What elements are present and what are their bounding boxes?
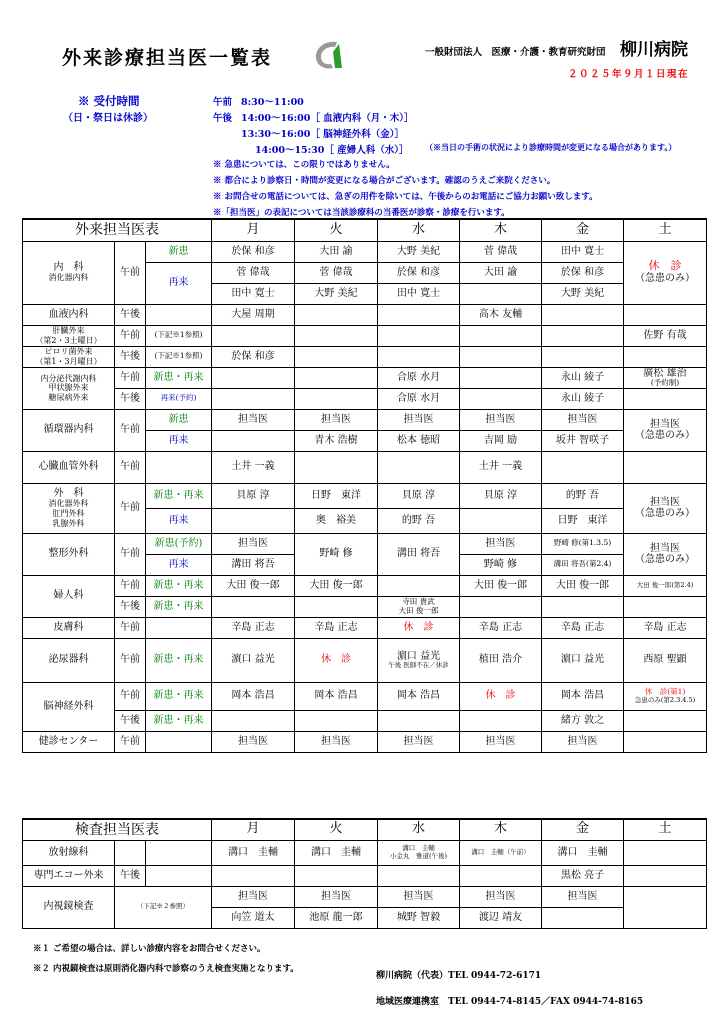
type-newre: 新患・再来 bbox=[146, 596, 212, 617]
header-thu: 木 bbox=[460, 219, 542, 241]
doctor-cell bbox=[624, 388, 707, 409]
session-pm: 午後 bbox=[115, 865, 146, 886]
doctor-cell: 大田 俊一郎 bbox=[212, 575, 295, 596]
doctor-cell: 佐野 有哉 bbox=[624, 325, 707, 346]
doctor-cell: 担当医 bbox=[212, 409, 295, 430]
doctor-cell: 濵口 益光 bbox=[212, 638, 295, 682]
doctor-cell: 的野 吾 bbox=[378, 508, 460, 533]
dept-kanzo: 肝臓外来 （第2・3土曜日） bbox=[23, 325, 115, 346]
exam-header-row bbox=[23, 819, 707, 840]
doctor-cell bbox=[378, 346, 460, 367]
doctor-cell bbox=[460, 710, 542, 731]
doctor-cell: 奥 裕美 bbox=[295, 508, 378, 533]
table-row bbox=[23, 304, 707, 325]
doctor-cell: 野崎 修 bbox=[460, 554, 542, 575]
session-am: 午前 bbox=[115, 367, 146, 388]
doctor-cell: 濵口 益光 午後 医師不在／休診 bbox=[378, 638, 460, 682]
doctor-cell: 休 診(第1) 急患のみ(第2.3.4.5) bbox=[624, 682, 707, 710]
type-cell bbox=[146, 451, 212, 483]
table-title: 外来担当医表 bbox=[23, 219, 212, 241]
header-sat: 土 bbox=[624, 219, 707, 241]
doctor-cell bbox=[212, 325, 295, 346]
session-am: 午前 bbox=[115, 451, 146, 483]
doctor-cell bbox=[212, 865, 295, 886]
note-1: ※ 急患については、この限りではありません。 bbox=[213, 160, 395, 170]
hospital-name: 柳川病院 bbox=[620, 40, 688, 60]
exam-header-fri: 金 bbox=[542, 819, 624, 840]
dept-geka: 外 科 消化器外科 肛門外科 乳腺外科 bbox=[23, 483, 115, 533]
doctor-cell bbox=[212, 508, 295, 533]
session-am: 午前 bbox=[115, 409, 146, 451]
doctor-cell: 溝口 圭輔（午前） bbox=[460, 840, 542, 865]
organization-name: 一般財団法人 医療・介護・教育研究財団 bbox=[425, 47, 606, 58]
doctor-cell: 担当医 bbox=[378, 409, 460, 430]
doctor-cell: 渡辺 靖友 bbox=[460, 907, 542, 928]
dept-naibunpi: 内分泌代謝内科 甲状腺外来 糖尿病外来 bbox=[23, 367, 115, 409]
doctor-cell: 大田 諭 bbox=[460, 262, 542, 283]
doctor-cell bbox=[542, 451, 624, 483]
doctor-cell bbox=[212, 367, 295, 388]
doctor-cell: 黒松 亮子 bbox=[542, 865, 624, 886]
doctor-cell: 西原 聖顕 bbox=[624, 638, 707, 682]
type-re-rsv: 再来(予約) bbox=[146, 388, 212, 409]
table-row bbox=[23, 682, 707, 710]
sat-naika: 休 診 （急患のみ） bbox=[624, 241, 707, 304]
doctor-cell: 永山 綾子 bbox=[542, 367, 624, 388]
doctor-cell bbox=[295, 325, 378, 346]
exam-header-tue: 火 bbox=[295, 819, 378, 840]
exam-header-wed: 水 bbox=[378, 819, 460, 840]
doctor-cell: 辛島 正志 bbox=[295, 617, 378, 638]
doctor-cell bbox=[624, 346, 707, 367]
see-note: (下記※1参照) bbox=[146, 346, 212, 367]
doctor-cell bbox=[624, 886, 707, 928]
footnote-2: ※２ 内視鏡検査は原則消化器内科で診察のうえ検査実施となります。 bbox=[33, 964, 299, 974]
sat-geka: 担当医 （急患のみ） bbox=[624, 483, 707, 533]
table-row bbox=[23, 886, 707, 907]
doctor-cell bbox=[378, 710, 460, 731]
footnote-1: ※１ ご希望の場合は、詳しい診療内容をお問合せください。 bbox=[33, 944, 266, 954]
dept-seikei: 整形外科 bbox=[23, 533, 115, 575]
doctor-cell: 野崎 修 bbox=[295, 533, 378, 575]
doctor-cell bbox=[460, 388, 542, 409]
doctor-cell: 担当医 bbox=[212, 886, 295, 907]
exam-header-mon: 月 bbox=[212, 819, 295, 840]
sat-seikei: 担当医 （急患のみ） bbox=[624, 533, 707, 575]
doctor-cell: 大野 美紀 bbox=[295, 283, 378, 304]
doctor-cell bbox=[460, 325, 542, 346]
doctor-cell: 向笠 道太 bbox=[212, 907, 295, 928]
doctor-cell: 松本 徳昭 bbox=[378, 430, 460, 451]
doctor-cell: 日野 東洋 bbox=[295, 483, 378, 508]
type-new-rsv: 新患(予約) bbox=[146, 533, 212, 554]
doctor-cell bbox=[624, 710, 707, 731]
doctor-cell: 担当医 bbox=[460, 533, 542, 554]
doctor-cell bbox=[295, 388, 378, 409]
doctor-cell: 辛島 正志 bbox=[542, 617, 624, 638]
doctor-cell: 田中 寛士 bbox=[542, 241, 624, 262]
outpatient-schedule-table bbox=[22, 218, 707, 753]
session-pm: 午後 bbox=[115, 710, 146, 731]
doctor-cell: 緒方 敦之 bbox=[542, 710, 624, 731]
doctor-cell: 岡本 浩昌 bbox=[378, 682, 460, 710]
dept-ketsueki: 血液内科 bbox=[23, 304, 115, 325]
doctor-cell: 高木 友輔 bbox=[460, 304, 542, 325]
table-row bbox=[23, 388, 707, 409]
type-re: 再来 bbox=[146, 508, 212, 533]
doctor-cell: 貝原 淳 bbox=[378, 483, 460, 508]
type-new: 新患 bbox=[146, 409, 212, 430]
session-pm: 午後 bbox=[115, 304, 146, 325]
doctor-cell: 大野 美紀 bbox=[378, 241, 460, 262]
doctor-cell: 溝口 圭輔 bbox=[295, 840, 378, 865]
doctor-cell: 野崎 修(第1.3.5) bbox=[542, 533, 624, 554]
type-cell bbox=[146, 731, 212, 752]
doctor-cell bbox=[460, 508, 542, 533]
dept-houshasen: 放射線科 bbox=[23, 840, 115, 865]
doctor-cell bbox=[624, 596, 707, 617]
doctor-cell: 担当医 bbox=[542, 731, 624, 752]
doctor-cell: 溝口 圭輔 bbox=[542, 840, 624, 865]
session-am: 午前 bbox=[115, 682, 146, 710]
doctor-cell: 於保 和彦 bbox=[212, 241, 295, 262]
doctor-cell bbox=[295, 346, 378, 367]
exam-table-title: 検査担当医表 bbox=[23, 819, 212, 840]
doctor-cell: 貝原 淳 bbox=[212, 483, 295, 508]
type-cell bbox=[146, 617, 212, 638]
doctor-cell bbox=[624, 451, 707, 483]
table-row bbox=[23, 409, 707, 430]
doctor-cell: 担当医 bbox=[295, 886, 378, 907]
type-cell bbox=[146, 865, 212, 886]
doctor-cell bbox=[542, 596, 624, 617]
pm-time-2: 13:30〜16:00［ 脳神経外科（金）］ bbox=[241, 129, 404, 140]
session-am: 午前 bbox=[115, 325, 146, 346]
doctor-cell: 吉岡 励 bbox=[460, 430, 542, 451]
doctor-cell bbox=[460, 346, 542, 367]
doctor-cell: 担当医 bbox=[378, 886, 460, 907]
doctor-cell: 溝口 圭輔 bbox=[212, 840, 295, 865]
type-newre: 新患・再来 bbox=[146, 367, 212, 388]
hospital-logo-icon bbox=[311, 38, 345, 72]
doctor-cell bbox=[212, 596, 295, 617]
doctor-cell: 菅 偉哉 bbox=[295, 262, 378, 283]
doctor-cell bbox=[624, 304, 707, 325]
pm-label: 午後 bbox=[213, 113, 233, 124]
dept-naishikyo: 内視鏡検査 bbox=[23, 886, 115, 928]
doctor-cell: 田中 寛士 bbox=[212, 283, 295, 304]
session-am: 午前 bbox=[115, 617, 146, 638]
doctor-cell: 濵口 益光 bbox=[542, 638, 624, 682]
table-row bbox=[23, 367, 707, 388]
am-label: 午前 bbox=[213, 97, 233, 108]
doctor-cell: 担当医 bbox=[378, 731, 460, 752]
header-wed: 水 bbox=[378, 219, 460, 241]
doctor-cell bbox=[295, 865, 378, 886]
type-re: 再来 bbox=[146, 262, 212, 304]
doctor-cell bbox=[542, 304, 624, 325]
doctor-cell: 合原 水月 bbox=[378, 388, 460, 409]
table-row bbox=[23, 241, 707, 262]
doctor-cell: 溝口 圭輔 小金丸 雅道(午後) bbox=[378, 840, 460, 865]
type-cell bbox=[146, 840, 212, 865]
doctor-cell: 合原 水月 bbox=[378, 367, 460, 388]
type-newre: 新患・再来 bbox=[146, 483, 212, 508]
table-row bbox=[23, 638, 707, 682]
am-time: 8:30〜11:00 bbox=[241, 97, 304, 108]
doctor-cell bbox=[624, 865, 707, 886]
doctor-cell: 休 診 bbox=[295, 638, 378, 682]
doctor-cell: 青木 浩樹 bbox=[295, 430, 378, 451]
doctor-cell: 担当医 bbox=[212, 533, 295, 554]
doctor-cell bbox=[295, 304, 378, 325]
doctor-cell: 岡本 浩昌 bbox=[212, 682, 295, 710]
contact-regional: 地域医療連携室 TEL 0944-74-8145／FAX 0944-74-8165 bbox=[376, 997, 644, 1007]
doctor-cell: 溝田 将吾(第2.4) bbox=[542, 554, 624, 575]
type-cell bbox=[146, 304, 212, 325]
header-mon: 月 bbox=[212, 219, 295, 241]
session-pm: 午後 bbox=[115, 346, 146, 367]
doctor-cell bbox=[378, 304, 460, 325]
doctor-cell: 大屋 周期 bbox=[212, 304, 295, 325]
doctor-cell: 菅 偉哉 bbox=[212, 262, 295, 283]
exam-header-sat: 土 bbox=[624, 819, 707, 840]
pm-time-3: 14:00〜15:30［ 産婦人科（水）］ bbox=[255, 145, 409, 156]
reception-label: ※ 受付時間 bbox=[78, 94, 140, 108]
table-row bbox=[23, 325, 707, 346]
exam-header-thu: 木 bbox=[460, 819, 542, 840]
page-header bbox=[0, 0, 724, 225]
doctor-cell: 大田 俊一郎(第2.4) bbox=[624, 575, 707, 596]
dept-pylori: ピロリ菌外来 （第1・3月曜日） bbox=[23, 346, 115, 367]
doctor-cell: 植田 浩介 bbox=[460, 638, 542, 682]
dept-junkan: 循環器内科 bbox=[23, 409, 115, 451]
doctor-cell bbox=[378, 865, 460, 886]
doctor-cell: 担当医 bbox=[542, 886, 624, 907]
doctor-cell bbox=[378, 575, 460, 596]
doctor-cell: 土井 一義 bbox=[212, 451, 295, 483]
doctor-cell bbox=[212, 710, 295, 731]
doctor-cell bbox=[542, 907, 624, 928]
type-new: 新患 bbox=[146, 241, 212, 262]
doctor-cell: 担当医 bbox=[460, 886, 542, 907]
table-row bbox=[23, 840, 707, 865]
doctor-cell: 於保 和彦 bbox=[378, 262, 460, 283]
doctor-cell: 田中 寛士 bbox=[378, 283, 460, 304]
sat-junkan: 担当医 （急患のみ） bbox=[624, 409, 707, 451]
doctor-cell: 城野 智毅 bbox=[378, 907, 460, 928]
table-row bbox=[23, 865, 707, 886]
doctor-cell: 担当医 bbox=[295, 409, 378, 430]
session-cell bbox=[115, 840, 146, 865]
session-am: 午前 bbox=[115, 638, 146, 682]
table-header-row bbox=[23, 219, 707, 241]
dept-naika: 内 科 消化器内科 bbox=[23, 241, 115, 304]
doctor-cell: 菅 偉哉 bbox=[460, 241, 542, 262]
doctor-cell: 池原 龍一郎 bbox=[295, 907, 378, 928]
doctor-cell bbox=[295, 710, 378, 731]
type-newre: 新患・再来 bbox=[146, 638, 212, 682]
see-note: （下記※２参照） bbox=[115, 886, 212, 928]
session-am: 午前 bbox=[115, 533, 146, 575]
pm-time-1: 14:00〜16:00［ 血液内科（月・木）］ bbox=[241, 113, 414, 124]
reception-note: （日・祭日は休診） bbox=[63, 113, 153, 124]
doctor-cell: 岡本 浩昌 bbox=[295, 682, 378, 710]
pm-time-3-note: （※当日の手術の状況により診療時間が変更になる場合があります。） bbox=[425, 142, 677, 152]
page-title: 外来診療担当医一覧表 bbox=[62, 47, 273, 69]
table-row bbox=[23, 617, 707, 638]
doctor-cell: 於保 和彦 bbox=[542, 262, 624, 283]
doctor-cell: 坂井 智咲子 bbox=[542, 430, 624, 451]
header-fri: 金 bbox=[542, 219, 624, 241]
doctor-cell bbox=[212, 430, 295, 451]
type-newre: 新患・再来 bbox=[146, 710, 212, 731]
session-pm: 午後 bbox=[115, 388, 146, 409]
table-row bbox=[23, 710, 707, 731]
note-4: ※「担当医」の表記については当該診療科の当番医が診察・診療を行います。 bbox=[213, 208, 510, 218]
doctor-cell bbox=[295, 596, 378, 617]
doctor-cell bbox=[378, 325, 460, 346]
doctor-cell: 担当医 bbox=[460, 409, 542, 430]
doctor-cell: 辛島 正志 bbox=[212, 617, 295, 638]
contact-main: 柳川病院（代表）TEL 0944-72-6171 bbox=[376, 971, 542, 981]
doctor-cell: 日野 東洋 bbox=[542, 508, 624, 533]
doctor-cell: 大野 美紀 bbox=[542, 283, 624, 304]
doctor-cell: 担当医 bbox=[212, 731, 295, 752]
type-re: 再来 bbox=[146, 554, 212, 575]
doctor-cell: 溝田 将吾 bbox=[212, 554, 295, 575]
doctor-cell bbox=[460, 283, 542, 304]
note-2: ※ 都合により診察日・時間が変更になる場合がございます。確認のうえご来院ください。 bbox=[213, 176, 556, 186]
doctor-cell: 永山 綾子 bbox=[542, 388, 624, 409]
dept-shinzou: 心臓血管外科 bbox=[23, 451, 115, 483]
doctor-cell: 溝田 将吾 bbox=[378, 533, 460, 575]
type-newre: 新患・再来 bbox=[146, 682, 212, 710]
doctor-cell: 大田 俊一郎 bbox=[295, 575, 378, 596]
table-row bbox=[23, 346, 707, 367]
table-row bbox=[23, 483, 707, 508]
effective-date: ２０２５年９月１日現在 bbox=[568, 69, 690, 80]
doctor-cell: 担当医 bbox=[542, 409, 624, 430]
session-am: 午前 bbox=[115, 731, 146, 752]
doctor-cell bbox=[460, 367, 542, 388]
session-am: 午前 bbox=[115, 241, 146, 304]
doctor-cell bbox=[624, 731, 707, 752]
header-tue: 火 bbox=[295, 219, 378, 241]
type-re: 再来 bbox=[146, 430, 212, 451]
dept-kenshin: 健診センター bbox=[23, 731, 115, 752]
dept-noushinkei: 脳神経外科 bbox=[23, 682, 115, 731]
doctor-cell bbox=[378, 451, 460, 483]
doctor-cell: 辛島 正志 bbox=[624, 617, 707, 638]
doctor-cell: 於保 和彦 bbox=[212, 346, 295, 367]
exam-schedule-table bbox=[22, 818, 707, 929]
table-row bbox=[23, 596, 707, 617]
doctor-cell: 大田 諭 bbox=[295, 241, 378, 262]
doctor-cell bbox=[542, 325, 624, 346]
doctor-cell: 休 診 bbox=[378, 617, 460, 638]
doctor-cell: 岡本 浩昌 bbox=[542, 682, 624, 710]
dept-hifu: 皮膚科 bbox=[23, 617, 115, 638]
doctor-cell: 廣松 雄治 (予約制) bbox=[624, 367, 707, 388]
doctor-cell bbox=[460, 596, 542, 617]
doctor-cell bbox=[460, 865, 542, 886]
doctor-cell bbox=[295, 367, 378, 388]
see-note: (下記※1参照) bbox=[146, 325, 212, 346]
doctor-cell: 貝原 淳 bbox=[460, 483, 542, 508]
doctor-cell: 寺田 貴武 大田 俊一郎 bbox=[378, 596, 460, 617]
table-row bbox=[23, 451, 707, 483]
dept-echo: 専門エコー外来 bbox=[23, 865, 115, 886]
type-newre: 新患・再来 bbox=[146, 575, 212, 596]
doctor-cell: 休 診 bbox=[460, 682, 542, 710]
table-row bbox=[23, 575, 707, 596]
session-am: 午前 bbox=[115, 575, 146, 596]
note-3: ※ お問合せの電話については、急ぎの用件を除いては、午後からのお電話にご協力お願い致します。 bbox=[213, 192, 598, 202]
dept-fujin: 婦人科 bbox=[23, 575, 115, 617]
session-am: 午前 bbox=[115, 483, 146, 533]
doctor-cell: 辛島 正志 bbox=[460, 617, 542, 638]
doctor-cell bbox=[212, 388, 295, 409]
table-row bbox=[23, 731, 707, 752]
dept-hinyou: 泌尿器科 bbox=[23, 638, 115, 682]
doctor-cell bbox=[295, 451, 378, 483]
table-row bbox=[23, 533, 707, 554]
doctor-cell: 担当医 bbox=[460, 731, 542, 752]
doctor-cell: 大田 俊一郎 bbox=[542, 575, 624, 596]
session-pm: 午後 bbox=[115, 596, 146, 617]
doctor-cell: 大田 俊一郎 bbox=[460, 575, 542, 596]
doctor-cell bbox=[542, 346, 624, 367]
doctor-cell: 的野 吾 bbox=[542, 483, 624, 508]
doctor-cell: 担当医 bbox=[295, 731, 378, 752]
doctor-cell: 土井 一義 bbox=[460, 451, 542, 483]
doctor-cell bbox=[624, 840, 707, 865]
